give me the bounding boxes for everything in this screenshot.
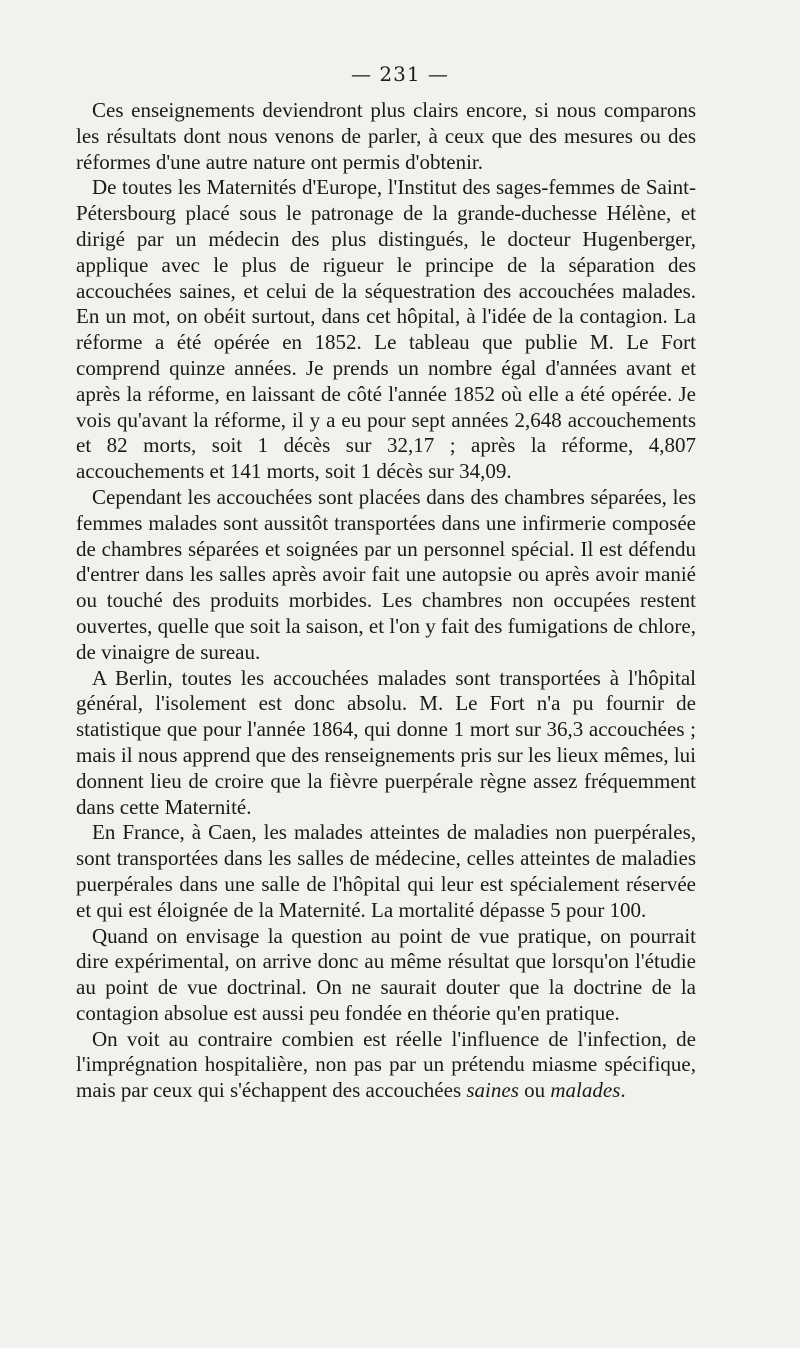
italic-malades: malades bbox=[550, 1078, 621, 1103]
paragraph-6: Quand on envisage la question au point de vue pratique, on pourrait dire expérimental, on arrive donc au même résultat que lorsqu'on l'étudie au point de vue doctrinal. On ne saurait douter que la doctrine de la contagion absolue est aussi peu fondée en théorie qu'en pratique. bbox=[76, 923, 696, 1025]
paragraph-7-text-after: . bbox=[620, 1078, 626, 1103]
paragraph-7-text-middle: ou bbox=[518, 1078, 551, 1103]
paragraph-5: En France, à Caen, les malades atteintes de maladies non puerpérales, sont transportées dans les salles de médecine, celles atteintes de maladies puerpérales dans une salle de l'hôpital qui leur est spécialement réservée et qui est éloignée de la Maternité. La mortalité dépasse 5 pour 100. bbox=[76, 820, 696, 922]
paragraph-7-text-before: On voit au contraire combien est réelle l'influence de l'infection, de l'imprégnation hospitalière, non pas par un prétendu miasme spécifique, mais par ceux qui s'échappent des accouchées bbox=[76, 1026, 696, 1103]
paragraph-3: Cependant les accouchées sont placées dans des chambres séparées, les femmes malades sont aussitôt transportées dans une infirmerie composée de chambres séparées et soignées par un personnel spécial. Il est défendu d'entrer dans les salles après avoir fait une autopsie ou après avoir manié ou touché des produits morbides. Les chambres non occupées restent ouvertes, quelle que soit la saison, et l'on y fait des fumigations de chlore, de vinaigre de sureau. bbox=[76, 484, 696, 664]
italic-saines: saines bbox=[466, 1078, 519, 1103]
paragraph-7 bbox=[76, 1027, 696, 1104]
paragraph-1: Ces enseignements deviendront plus clairs encore, si nous comparons les résultats dont nous venons de parler, à ceux que des mesures ou des réformes d'une autre nature ont permis d'obtenir. bbox=[76, 98, 696, 174]
paragraph-2: De toutes les Maternités d'Europe, l'Institut des sages-femmes de Saint-Pétersbourg placé sous le patronage de la grande-duchesse Hélène, et dirigé par un médecin des plus distingués, le docteur Hugenberger, applique avec le plus de rigueur le principe de la séparation des accouchées saines, et celui de la séquestration des accouchées malades. En un mot, on obéit surtout, dans cet hôpital, à l'idée de la contagion. La réforme a été opérée en 1852. Le tableau que publie M. Le Fort comprend quinze années. Je prends un nombre égal d'années avant et après la réforme, en laissant de côté l'année 1852 où elle a été opérée. Je vois qu'avant la réforme, il y a eu pour sept années 2,648 accouchements et 82 morts, soit 1 décès sur 32,17 ; après la réforme, 4,807 accouchements et 141 morts, soit 1 décès sur 34,09. bbox=[76, 175, 696, 484]
page-number: — 231 — bbox=[351, 62, 449, 86]
paragraph-4: A Berlin, toutes les accouchées malades sont transportées à l'hôpital général, l'isolement est donc absolu. M. Le Fort n'a pu fournir de statistique que pour l'année 1864, qui donne 1 mort sur 36,3 accouchées ; mais il nous apprend que des renseignements pris sur les lieux mêmes, lui donnent lieu de croire que la fièvre puerpérale règne assez fréquemment dans cette Maternité. bbox=[76, 665, 696, 819]
body-text bbox=[76, 98, 696, 1104]
